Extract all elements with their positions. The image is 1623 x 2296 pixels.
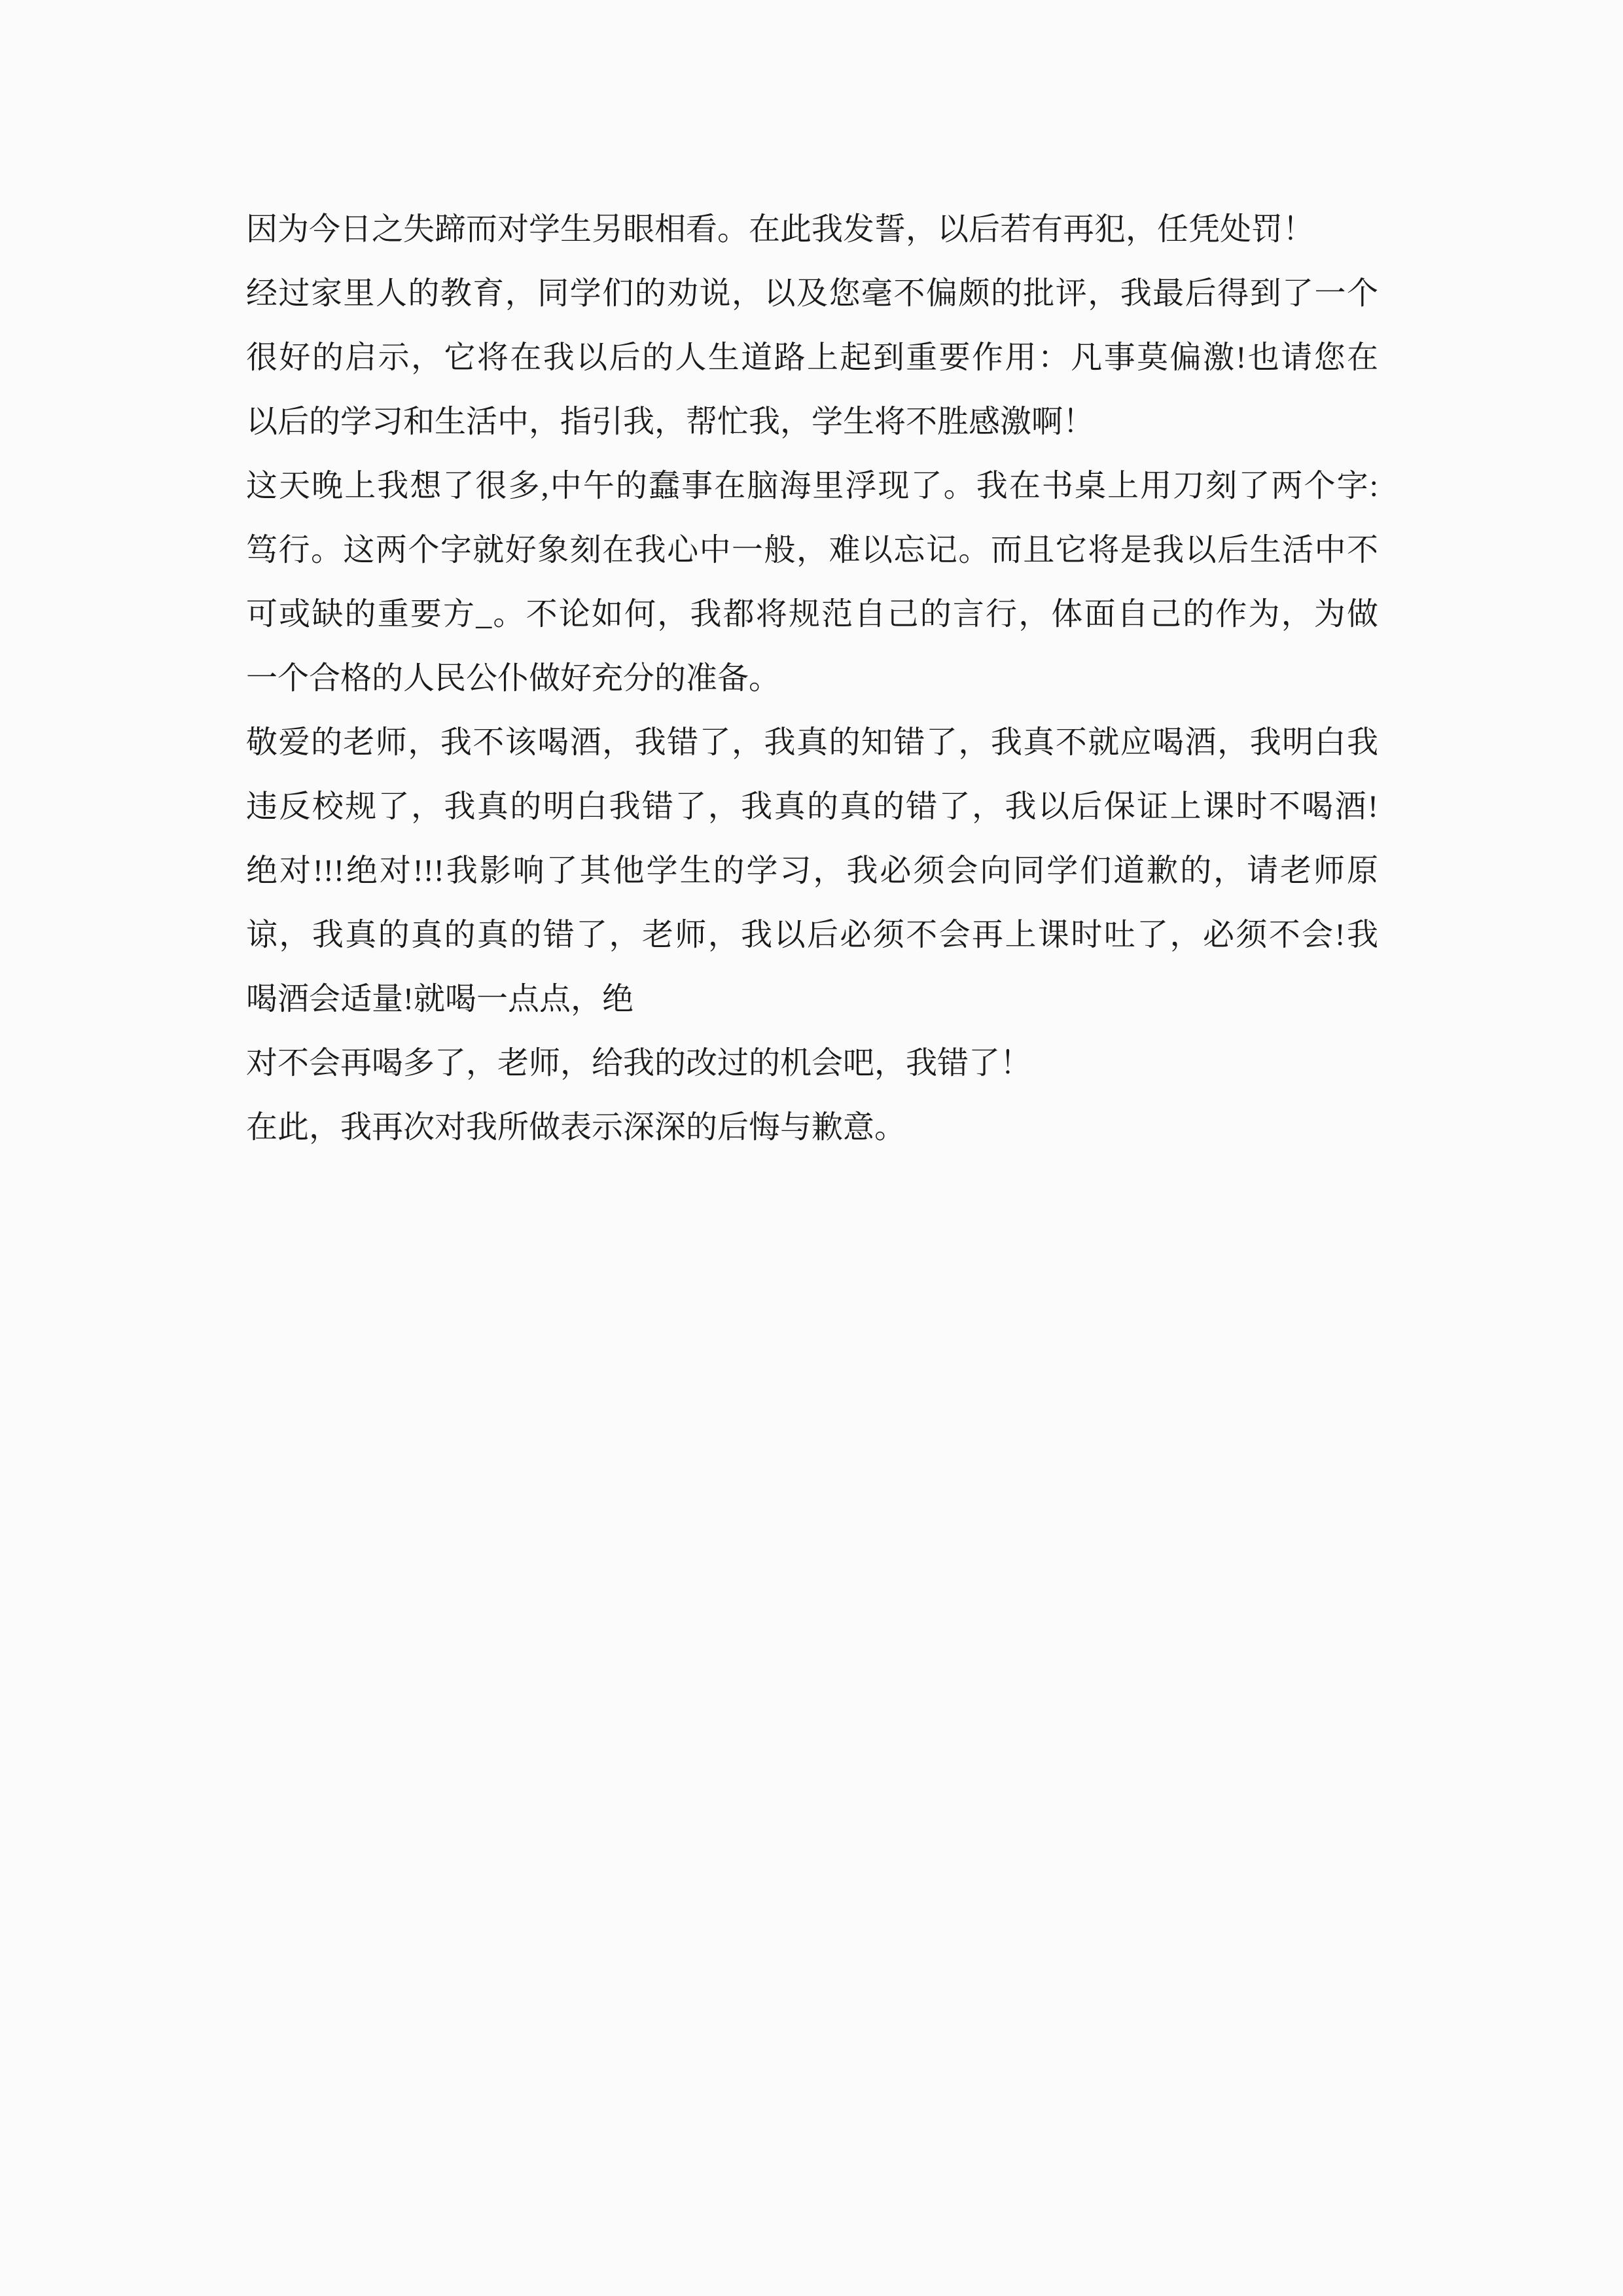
- text-line: 以后的学习和生活中，指引我，帮忙我，学生将不胜感激啊！: [246, 404, 1095, 439]
- text-line: 在此，我再次对我所做表示深深的后悔与歉意。: [246, 1110, 906, 1145]
- text-line: 这天晚上我想了很多,中午的蠢事在脑海里浮现了。我在书桌上用刀刻了两个字:: [246, 469, 1378, 503]
- text-line: 很好的启示，它将在我以后的人生道路上起到重要作用：凡事莫偏激!也请您在: [246, 340, 1378, 375]
- text-line: 对不会再喝多了，老师，给我的改过的机会吧，我错了！: [246, 1046, 1032, 1081]
- document-body: [246, 198, 1378, 1160]
- text-line: 笃行。这两个字就好象刻在我心中一般，难以忘记。而且它将是我以后生活中不: [246, 533, 1378, 567]
- text-line: 绝对!!!绝对!!!我影响了其他学生的学习，我必须会向同学们道歉的，请老师原: [246, 853, 1378, 888]
- text-line: 一个合格的人民公仆做好充分的准备。: [246, 661, 781, 696]
- text-line: 可或缺的重要方_。不论如何，我都将规范自己的言行，体面自己的作为，为做: [246, 597, 1378, 632]
- text-line: 敬爱的老师，我不该喝酒，我错了，我真的知错了，我真不就应喝酒，我明白我: [246, 725, 1378, 760]
- text-line: 经过家里人的教育，同学们的劝说，以及您毫不偏颇的批评，我最后得到了一个: [246, 276, 1378, 311]
- text-line: 因为今日之失蹄而对学生另眼相看。在此我发誓，以后若有再犯，任凭处罚！: [246, 212, 1315, 247]
- text-line: 喝酒会适量!就喝一点点，绝: [246, 982, 633, 1016]
- text-line: 违反校规了，我真的明白我错了，我真的真的错了，我以后保证上课时不喝酒!: [246, 789, 1378, 824]
- text-line: 谅，我真的真的真的错了，老师，我以后必须不会再上课时吐了，必须不会!我: [246, 918, 1378, 952]
